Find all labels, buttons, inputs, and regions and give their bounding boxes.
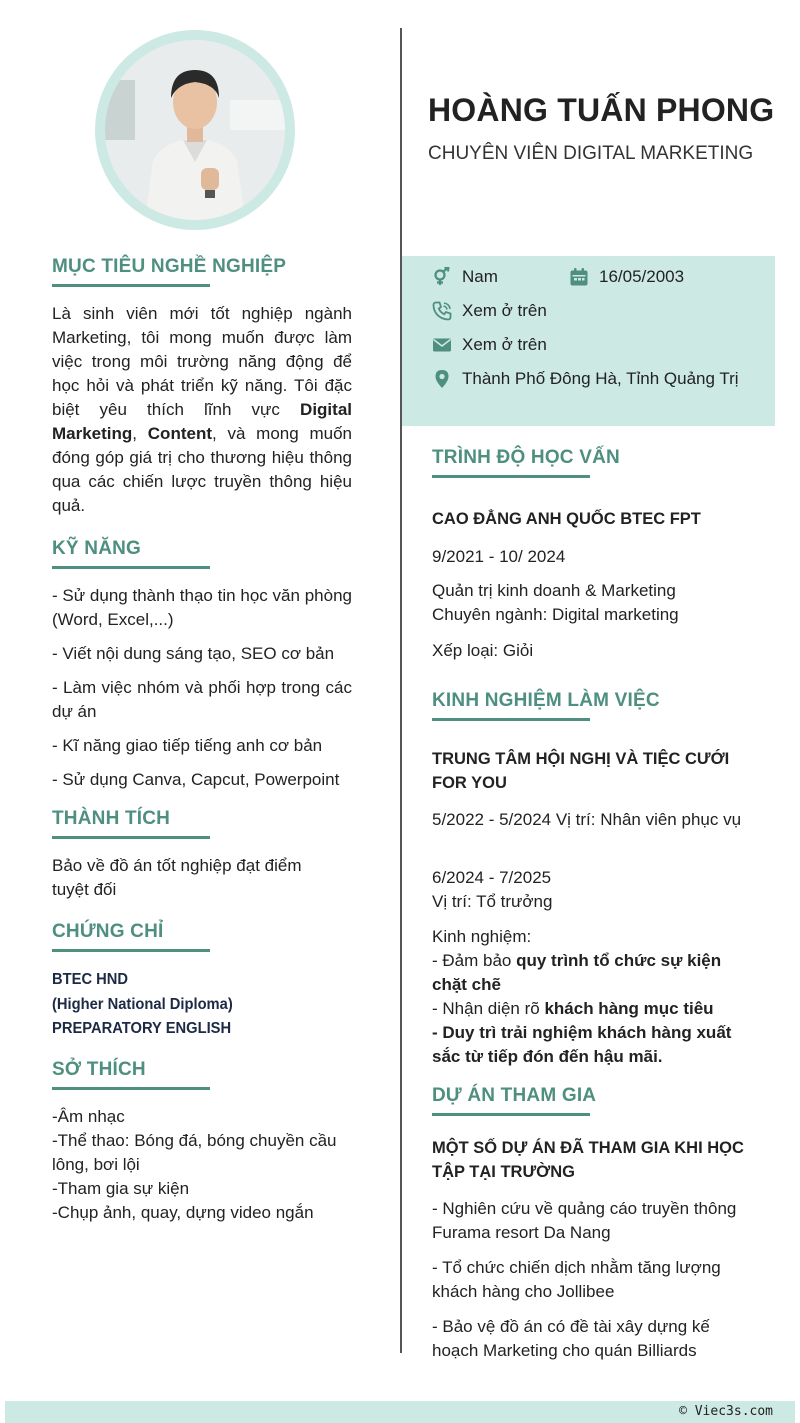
person-photo-icon: [105, 40, 285, 220]
footer-credit: © Viec3s.com: [679, 1404, 773, 1419]
skill-item: - Sử dụng Canva, Capcut, Powerpoint: [52, 770, 340, 789]
birthday-value: 16/05/2003: [599, 267, 685, 286]
phone-icon: [432, 301, 452, 321]
skill-item: - Viết nội dung sáng tạo, SEO cơ bản: [52, 644, 335, 663]
certificate-line: PREPARATORY ENGLISH: [52, 1020, 232, 1037]
info-birthday: [569, 265, 684, 289]
hobby-item: -Chụp ảnh, quay, dựng video ngắn: [52, 1203, 314, 1222]
info-phone: [432, 299, 547, 323]
avatar: [95, 30, 295, 230]
experience-point: - Duy trì trải nghiệm khách hàng xuất sắc từ tiếp đón đến hậu mãi.: [432, 1023, 732, 1066]
experience-section: [432, 690, 762, 721]
skills-title: KỸ NĂNG: [52, 538, 142, 559]
experience-company: TRUNG TÂM HỘI NGHỊ VÀ TIỆC CƯỚI FOR YOU: [432, 750, 730, 792]
info-gender: [432, 265, 498, 289]
education-grade: Xếp loại: Giỏi: [432, 641, 534, 660]
experience-job-1: 5/2022 - 5/2024 Vị trí: Nhân viên phục vụ: [432, 810, 742, 829]
address-value: Thành Phố Đông Hà, Tỉnh Quảng Trị: [462, 369, 739, 388]
section-underline: [52, 949, 210, 952]
column-divider: [400, 28, 402, 1353]
objective-title: MỤC TIÊU NGHỀ NGHIỆP: [52, 256, 287, 277]
experience-title: KINH NGHIỆM LÀM VIỆC: [432, 690, 660, 711]
project-item: - Nghiên cứu về quảng cáo truyền thông Furama resort Da Nang: [432, 1199, 737, 1242]
hobbies-section: [52, 1059, 352, 1225]
email-value: Xem ở trên: [462, 335, 547, 354]
certificate-line: (Higher National Diploma): [52, 995, 233, 1013]
education-period: 9/2021 - 10/ 2024: [432, 547, 566, 566]
skills-section: [52, 538, 352, 802]
gender-icon: [432, 267, 452, 287]
hobby-item: -Tham gia sự kiện: [52, 1179, 190, 1198]
candidate-role: CHUYÊN VIÊN DIGITAL MARKETING: [428, 143, 754, 164]
section-underline: [52, 1087, 210, 1090]
objective-section: [52, 256, 352, 518]
achievements-text: Bảo về đồ án tốt nghiệp đạt điểm tuyệt đối: [52, 856, 302, 899]
calendar-icon: [569, 267, 589, 287]
hobby-item: -Âm nhạc: [52, 1107, 125, 1126]
section-underline: [52, 284, 210, 287]
objective-text: Là sinh viên mới tốt nghiệp ngành Marketing, tôi mong muốn được làm việc trong môi trường năng động để học hỏi và phát triển kỹ năng. Tôi đặc biệt yêu thích lĩnh vực Digital Marketing, Content, và mong muốn đóng góp giá trị cho thương hiệu thông qua các chiến lược truyền thông hiệu quả.: [52, 304, 352, 515]
gender-value: Nam: [462, 267, 498, 286]
phone-value: Xem ở trên: [462, 301, 547, 320]
education-section: [432, 447, 762, 478]
experience-job-2-role: Vị trí: Tổ trưởng: [432, 892, 553, 911]
achievements-section: [52, 808, 352, 902]
education-title: TRÌNH ĐỘ HỌC VẤN: [432, 447, 620, 468]
info-email: [432, 333, 547, 357]
experience-point: - Đảm bảo quy trình tổ chức sự kiện chặt chẽ: [432, 951, 722, 994]
skill-item: - Kĩ năng giao tiếp tiếng anh cơ bản: [52, 736, 323, 755]
section-underline: [432, 475, 590, 478]
hobby-item: -Thể thao: Bóng đá, bóng chuyền cầu lông, bơi lội: [52, 1131, 337, 1174]
avatar-photo: [105, 40, 285, 220]
certificate-line: BTEC HND: [52, 971, 129, 988]
certificates-section: [52, 921, 352, 1042]
experience-label: Kinh nghiệm:: [432, 927, 532, 946]
achievements-title: THÀNH TÍCH: [52, 808, 171, 829]
projects-title: DỰ ÁN THAM GIA: [432, 1085, 597, 1106]
project-item: - Bảo vệ đồ án có đề tài xây dựng kế hoạch Marketing cho quán Billiards: [432, 1317, 710, 1360]
education-school: CAO ĐẲNG ANH QUỐC BTEC FPT: [432, 510, 701, 528]
section-underline: [432, 718, 590, 721]
certificates-title: CHỨNG CHỈ: [52, 921, 164, 942]
location-icon: [432, 369, 452, 389]
skill-item: - Làm việc nhóm và phối hợp trong các dự án: [52, 678, 352, 721]
section-underline: [52, 566, 210, 569]
candidate-name: HOÀNG TUẤN PHONG: [428, 92, 775, 128]
education-specialization: Chuyên ngành: Digital marketing: [432, 605, 679, 624]
info-address: [432, 367, 742, 391]
project-item: - Tổ chức chiến dịch nhằm tăng lượng khách hàng cho Jollibee: [432, 1258, 721, 1301]
projects-section: [432, 1085, 762, 1116]
experience-point: - Nhận diện rõ khách hàng mục tiêu: [432, 999, 714, 1018]
hobbies-title: SỞ THÍCH: [52, 1059, 146, 1080]
footer-bar: [5, 1401, 795, 1423]
education-major: Quản trị kinh doanh & Marketing: [432, 581, 676, 600]
projects-heading: MỘT SỐ DỰ ÁN ĐÃ THAM GIA KHI HỌC TẬP TẠI TRƯỜNG: [432, 1139, 744, 1181]
experience-job-2-period: 6/2024 - 7/2025: [432, 868, 552, 887]
email-icon: [432, 335, 452, 355]
skill-item: - Sử dụng thành thạo tin học văn phòng (Word, Excel,...): [52, 586, 352, 629]
section-underline: [52, 836, 210, 839]
section-underline: [432, 1113, 590, 1116]
